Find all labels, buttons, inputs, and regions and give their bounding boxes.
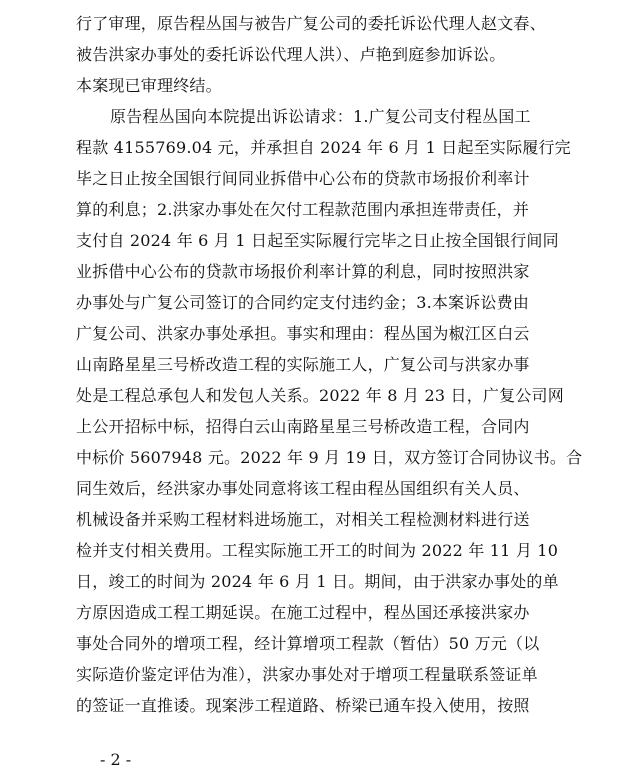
text-line: 行了审理，原告程丛国与被告广复公司的委托诉讼代理人赵文春、	[76, 14, 546, 33]
text-line: 实际造价鉴定评估为准），洪家办事处对于增项工程量联系签证单	[76, 665, 538, 684]
text-line: 算的利息；2.洪家办事处在欠付工程款范围内承担连带责任，并	[76, 200, 530, 219]
text-line: 方原因造成工程工期延误。在施工过程中，程丛国还承接洪家办	[76, 603, 530, 622]
text-line: 程款 4155769.04 元，并承担自 2024 年 6 月 1 日起至实际履行完	[76, 138, 571, 157]
text-line: 同生效后，经洪家办事处同意将该工程由程丛国组织有关人员、	[76, 479, 530, 498]
document-body	[76, 8, 596, 721]
text-line: 处是工程总承包人和发包人关系。2022 年 8 月 23 日，广复公司网	[76, 386, 564, 405]
text-line: 广复公司、洪家办事处承担。事实和理由：程丛国为椒江区白云	[76, 324, 530, 343]
text-line: 的签证一直推诿。现案涉工程道路、桥梁已通车投入使用，按照	[76, 696, 530, 715]
text-line: 被告洪家办事处的委托诉讼代理人洪）、卢艳到庭参加诉讼。	[76, 45, 506, 64]
text-line: 事处合同外的增项工程，经计算增项工程款（暂估）50 万元（以	[76, 634, 540, 653]
text-line: 山南路星星三号桥改造工程的实际施工人，广复公司与洪家办事	[76, 355, 530, 374]
text-line: 检并支付相关费用。工程实际施工开工的时间为 2022 年 11 月 10	[76, 541, 559, 560]
text-line: 本案现已审理终结。	[76, 76, 222, 95]
text-line: 支付自 2024 年 6 月 1 日起至实际履行完毕之日止按全国银行间同	[76, 231, 559, 250]
text-line: 办事处与广复公司签订的合同约定支付违约金；3.本案诉讼费由	[76, 293, 530, 312]
text-line: 业拆借中心公布的贷款市场报价利率计算的利息，同时按照洪家	[76, 262, 530, 281]
text-line: 日，竣工的时间为 2024 年 6 月 1 日。期间，由于洪家办事处的单	[76, 572, 559, 591]
text-line: 中标价 5607948 元。2022 年 9 月 19 日，双方签订合同协议书。合	[76, 448, 583, 467]
page-number: - 2 -	[100, 750, 132, 769]
text-line: 上公开招标中标，招得白云山南路星星三号桥改造工程，合同内	[76, 417, 530, 436]
text-line: 原告程丛国向本院提出诉讼请求：1.广复公司支付程丛国工	[110, 107, 531, 126]
text-line: 毕之日止按全国银行间同业拆借中心公布的贷款市场报价利率计	[76, 169, 530, 188]
text-line: 机械设备并采购工程材料进场施工，对相关工程检测材料进行送	[76, 510, 530, 529]
